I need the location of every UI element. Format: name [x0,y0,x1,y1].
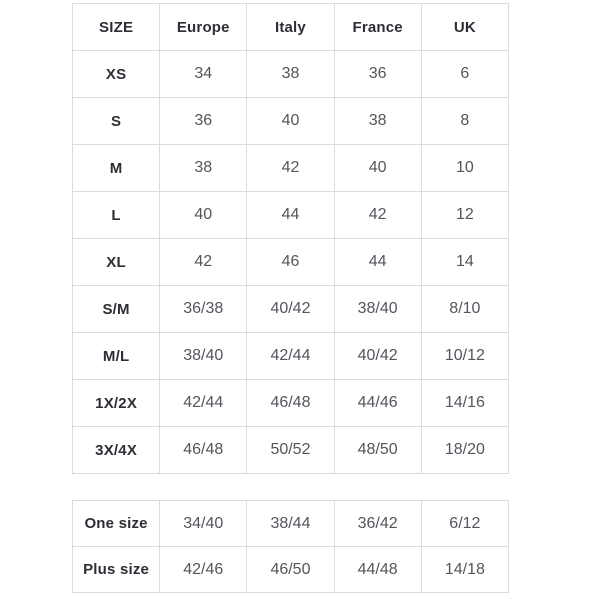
size-value: 50/52 [247,427,334,474]
size-value: 40/42 [247,286,334,333]
size-value: 6 [421,51,508,98]
table-row [73,333,509,380]
table-row [73,145,509,192]
size-value: 8 [421,98,508,145]
size-value: 38/40 [160,333,247,380]
size-value: 10/12 [421,333,508,380]
table-row [73,239,509,286]
column-header-europe: Europe [160,4,247,51]
size-label: One size [73,501,160,547]
size-value: 40 [247,98,334,145]
size-value: 38/44 [247,501,334,547]
size-value: 8/10 [421,286,508,333]
size-label: M/L [73,333,160,380]
table-row [73,98,509,145]
size-label: S/M [73,286,160,333]
size-value: 6/12 [421,501,508,547]
size-label: 3X/4X [73,427,160,474]
table-row [73,192,509,239]
size-label: M [73,145,160,192]
size-conversion-chart [72,3,509,593]
size-value: 42 [247,145,334,192]
size-value: 36 [334,51,421,98]
size-value: 40 [334,145,421,192]
size-value: 14/16 [421,380,508,427]
size-label: XS [73,51,160,98]
size-value: 34 [160,51,247,98]
size-value: 38 [247,51,334,98]
size-value: 34/40 [160,501,247,547]
size-value: 38 [160,145,247,192]
size-value: 38 [334,98,421,145]
main-size-table [72,3,509,474]
size-value: 40 [160,192,247,239]
size-value: 44/46 [334,380,421,427]
size-value: 36 [160,98,247,145]
size-value: 46 [247,239,334,286]
table-row [73,380,509,427]
header-row [73,4,509,51]
size-value: 46/48 [160,427,247,474]
size-value: 42/44 [160,380,247,427]
size-label: L [73,192,160,239]
table-row [73,547,509,593]
column-header-italy: Italy [247,4,334,51]
size-value: 14 [421,239,508,286]
table-row [73,427,509,474]
size-value: 42/44 [247,333,334,380]
size-label: 1X/2X [73,380,160,427]
size-value: 44 [334,239,421,286]
column-header-uk: UK [421,4,508,51]
column-header-size: SIZE [73,4,160,51]
size-value: 36/38 [160,286,247,333]
table-row [73,51,509,98]
size-value: 44 [247,192,334,239]
size-value: 46/50 [247,547,334,593]
size-value: 12 [421,192,508,239]
size-value: 44/48 [334,547,421,593]
table-row [73,501,509,547]
size-label: XL [73,239,160,286]
size-value: 46/48 [247,380,334,427]
size-value: 36/42 [334,501,421,547]
size-value: 48/50 [334,427,421,474]
size-value: 10 [421,145,508,192]
size-value: 42 [160,239,247,286]
size-label: Plus size [73,547,160,593]
size-label: S [73,98,160,145]
size-value: 18/20 [421,427,508,474]
size-value: 42/46 [160,547,247,593]
size-value: 14/18 [421,547,508,593]
size-value: 42 [334,192,421,239]
special-size-table [72,500,509,593]
table-row [73,286,509,333]
size-value: 40/42 [334,333,421,380]
size-value: 38/40 [334,286,421,333]
column-header-france: France [334,4,421,51]
